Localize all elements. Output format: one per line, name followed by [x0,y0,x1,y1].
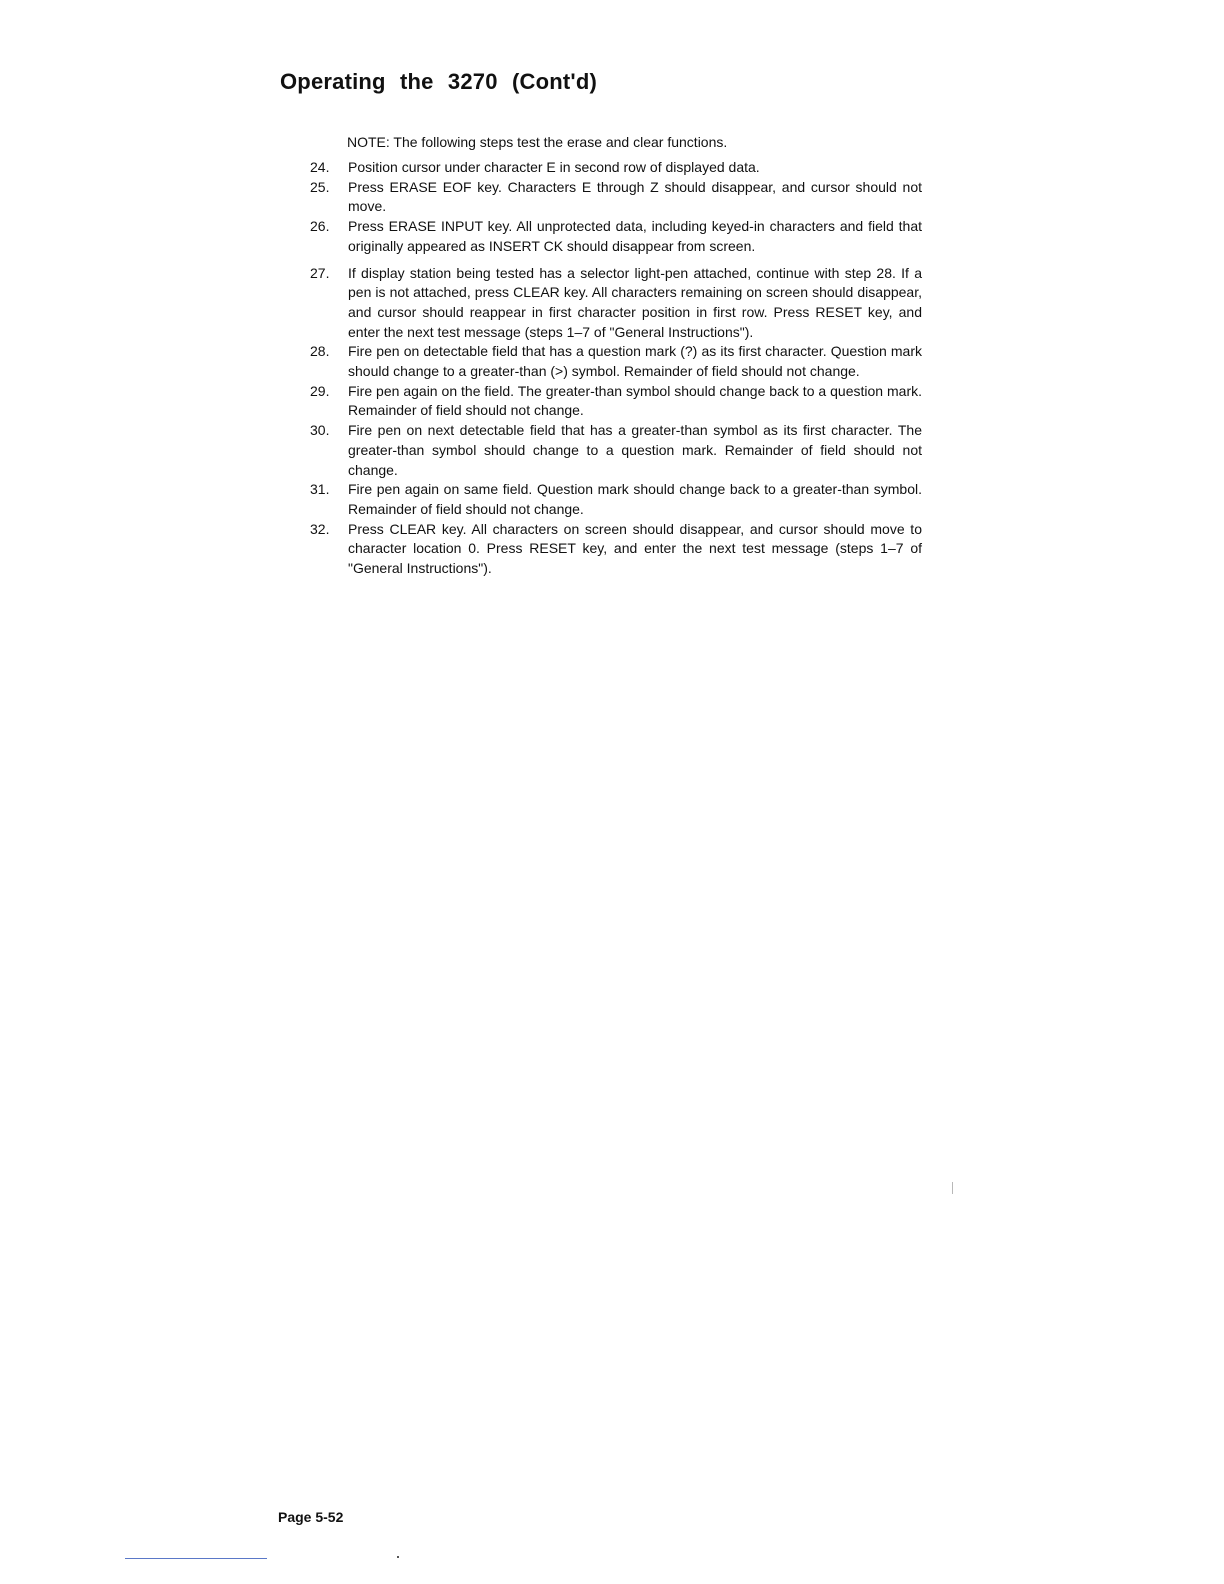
step-text: Fire pen on next detectable field that has a greater-than symbol as its first character. The greater-than symbol should change to a question mark. Remainder of field should not change. [348,422,922,478]
step-27 [310,264,922,343]
step-text: Press CLEAR key. All characters on screen should disappear, and cursor should move to character location 0. Press RESET key, and enter the next test message (steps 1–7 of "General Instructions"). [348,520,922,577]
step-25 [310,178,922,217]
step-text: Fire pen again on same field. Question mark should change back to a greater-than symbol. Remainder of field should not change. [348,481,922,517]
note-text: NOTE: The following steps test the erase and clear functions. [347,134,728,150]
step-32 [310,520,922,579]
step-number: 27. [310,264,330,281]
step-28 [310,342,922,381]
step-24 [310,158,922,178]
step-number: 31. [310,481,330,498]
step-26 [310,217,922,256]
footer-dot [397,1556,399,1558]
step-number: 28. [310,343,330,360]
step-text: Fire pen on detectable field that has a question mark (?) as its first character. Question mark should change to a greater-than (>) symbol. Remainder of field should not change. [348,343,922,380]
step-30 [310,421,922,480]
step-29 [310,382,922,421]
page-number: Page 5-52 [278,1509,344,1525]
step-31 [310,480,922,519]
page-title: Operating the 3270 (Cont'd) [280,68,597,94]
step-text: Position cursor under character E in second row of displayed data. [348,159,760,175]
step-text: If display station being tested has a selector light-pen attached, continue with step 28. If a pen is not attached, press CLEAR key. All characters remaining on screen should disappear, and cursor should reappear in first character position in first row. Press RESET key, and enter the next test message (steps 1–7 of "General Instructions"). [348,264,922,340]
step-list [310,158,922,579]
step-text: Press ERASE EOF key. Characters E through Z should disappear, and cursor should not move. [348,178,922,215]
step-number: 26. [310,218,330,235]
step-number: 24. [310,159,330,175]
scan-artifact-mark [952,1182,953,1194]
step-text: Fire pen again on the field. The greater-than symbol should change back to a question mark. Remainder of field should not change. [348,382,922,419]
step-number: 30. [310,422,330,439]
footer-rule [125,1558,267,1559]
step-number: 29. [310,382,330,399]
step-number: 25. [310,178,330,195]
step-text: Press ERASE INPUT key. All unprotected data, including keyed-in characters and field that originally appeared as INSERT CK should disappear from screen. [348,218,922,254]
step-number: 32. [310,520,330,537]
